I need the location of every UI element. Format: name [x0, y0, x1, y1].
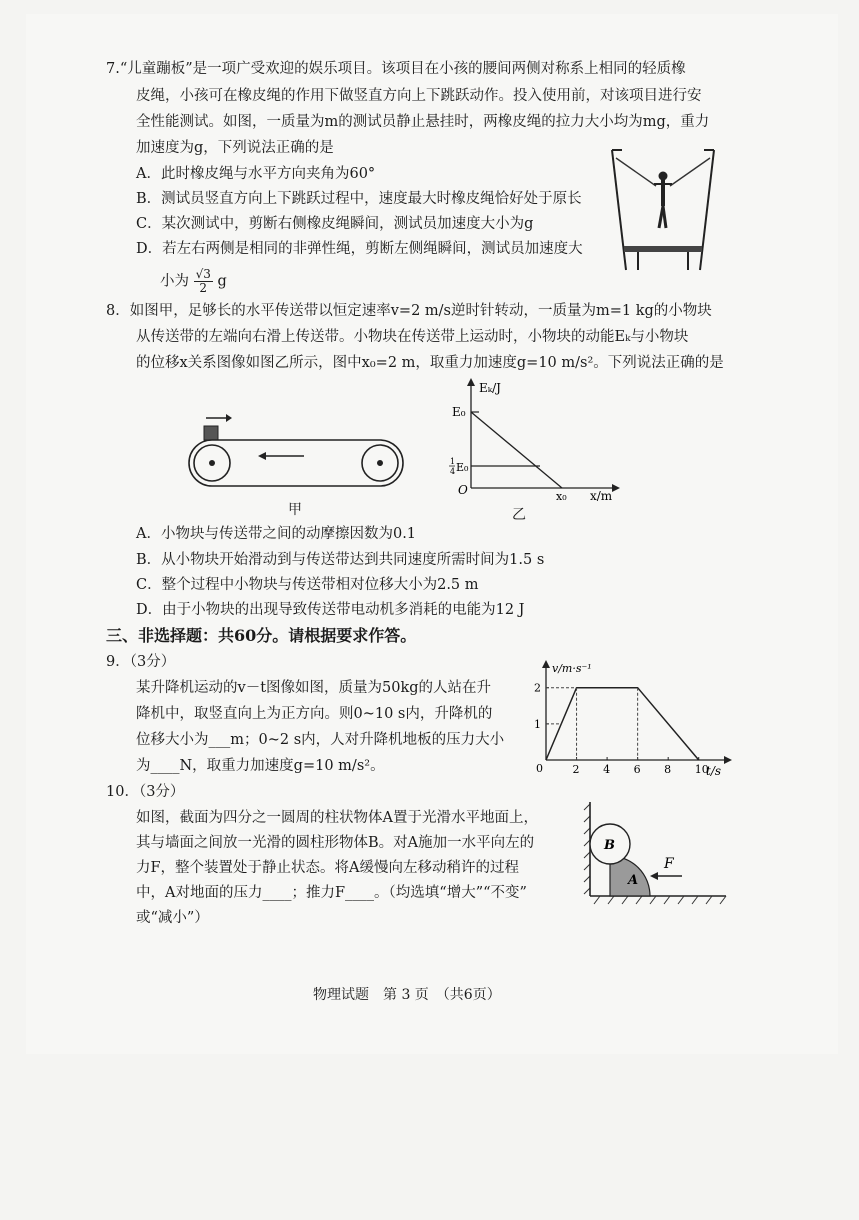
q9-line2: 降机中，取竖直向上为正方向。则0~10 s内，升降机的 — [136, 706, 493, 722]
ek-x-graph — [444, 378, 634, 503]
q8-stem-line3: 的位移x关系图像如图乙所示，图中x₀=2 m，取重力加速度g=10 m/s²。下列说法正确的是 — [136, 355, 724, 371]
q10-line1: 如图，截面为四分之一圆周的柱状物体A置于光滑水平地面上， — [136, 810, 538, 826]
label-a: A — [628, 873, 639, 888]
trampoline-figure — [608, 146, 718, 272]
q9-header: 9．（3分） — [106, 654, 176, 670]
q8-option-d: D．由于小物块的出现导致传送带电动机多消耗的电能为12 J — [136, 602, 525, 618]
q7-stem-line4: 加速度为g，下列说法正确的是 — [136, 140, 334, 156]
q10-line3: 力F，整个装置处于静止状态。将A缓慢向左移动稍许的过程 — [136, 860, 520, 876]
vt-origin: 0 — [536, 762, 543, 775]
q7-option-d-line2 — [160, 268, 227, 295]
graph-quarter-e0: E₀ — [456, 461, 469, 474]
q8-option-a: A．小物块与传送带之间的动摩擦因数为0.1 — [136, 526, 417, 542]
q7-fraction-denominator: 2 — [199, 281, 208, 295]
figure-a-label: 甲 — [288, 502, 302, 518]
wall-block-figure — [580, 800, 730, 908]
q7-option-b: B．测试员竖直方向上下跳跃过程中，速度最大时橡皮绳恰好处于原长 — [136, 191, 582, 207]
q7-stem-line3: 全性能测试。如图，一质量为m的测试员静止悬挂时，两橡皮绳的拉力大小均为mg，重力 — [136, 114, 710, 130]
figure-b-label: 乙 — [512, 507, 526, 523]
graph-e0-label: E₀ — [452, 405, 466, 419]
y-tick-label: 1 — [534, 717, 541, 731]
q7-option-a: A．此时橡皮绳与水平方向夹角为60° — [136, 166, 376, 182]
q8-option-c: C．整个过程中小物块与传送带相对位移大小为2.5 m — [136, 577, 479, 593]
page-footer: 物理试题 第 3 页 （共6页） — [313, 987, 501, 1003]
q7-option-d-prefix: 小为 — [160, 273, 189, 290]
q7-option-d-suffix: g — [217, 273, 227, 290]
q7-stem-line2: 皮绳，小孩可在橡皮绳的作用下做竖直方向上下跳跃动作。投入使用前，对该项目进行安 — [136, 88, 702, 104]
label-b: B — [604, 838, 615, 853]
q7-stem-line1: 7.“儿童蹦板”是一项广受欢迎的娱乐项目。该项目在小孩的腰间两侧对称系上相同的轻质橡 — [106, 61, 686, 77]
x-axis-arrow — [724, 756, 732, 764]
q7-option-d-line1: D．若左右两侧是相同的非弹性绳，剪断左侧绳瞬间，测试员加速度大 — [136, 241, 583, 257]
section-3-heading: 三、非选择题：共60分。请根据要求作答。 — [106, 626, 417, 645]
label-f: F — [664, 856, 674, 872]
vt-y-label: v/m·s⁻¹ — [552, 662, 592, 675]
q7-option-c: C．某次测试中，剪断右侧橡皮绳瞬间，测试员加速度大小为g — [136, 216, 534, 232]
graph-quarter-num: 1 — [450, 457, 456, 466]
test-person-icon — [654, 172, 672, 228]
q8-stem-line1: 8．如图甲，足够长的水平传送带以恒定速率v=2 m/s逆时针转动，一质量为m=1 kg的小物块 — [106, 303, 712, 319]
graph-x-label: x/m — [590, 489, 613, 503]
q7-option-d-fraction — [194, 268, 213, 295]
graph-x0-label: x₀ — [556, 490, 567, 503]
block-icon — [204, 426, 218, 440]
conveyor-belt-figure — [186, 412, 406, 512]
y-tick-label: 2 — [534, 681, 541, 695]
q10-line2: 其与墙面之间放一光滑的圆柱形物体B。对A施加一水平向左的 — [136, 835, 535, 851]
x-tick-label: 8 — [664, 763, 672, 776]
q7-fraction-numerator: √3 — [195, 267, 211, 281]
q10-line5: 或“减小”） — [136, 910, 209, 926]
graph-y-label: Eₖ/J — [479, 381, 501, 395]
x-tick-label: 2 — [572, 763, 580, 776]
q10-header: 10．（3分） — [106, 784, 185, 800]
vt-graph — [528, 660, 740, 780]
q10-line4: 中，A对地面的压力____；推力F____。（均选填“增大”“不变” — [136, 885, 527, 901]
y-axis-arrow — [542, 660, 550, 668]
graph-origin: O — [458, 483, 468, 497]
graph-quarter-den: 4 — [450, 467, 456, 476]
q9-line1: 某升降机运动的v－t图像如图，质量为50kg的人站在升 — [136, 680, 492, 696]
q9-line4: 为____N，取重力加速度g=10 m/s²。 — [136, 758, 385, 774]
q8-option-b: B．从小物块开始滑动到与传送带达到共同速度所需时间为1.5 s — [136, 552, 545, 568]
series-line — [546, 688, 699, 760]
x-tick-label: 10 — [694, 763, 709, 776]
x-tick-label: 6 — [633, 763, 641, 776]
q8-stem-line2: 从传送带的左端向右滑上传送带。小物块在传送带上运动时，小物块的动能Eₖ与小物块 — [136, 329, 689, 345]
x-tick-label: 4 — [603, 763, 611, 776]
q9-line3: 位移大小为___m；0~2 s内，人对升降机地板的压力大小 — [136, 732, 505, 748]
vt-x-label: t/s — [706, 764, 722, 778]
